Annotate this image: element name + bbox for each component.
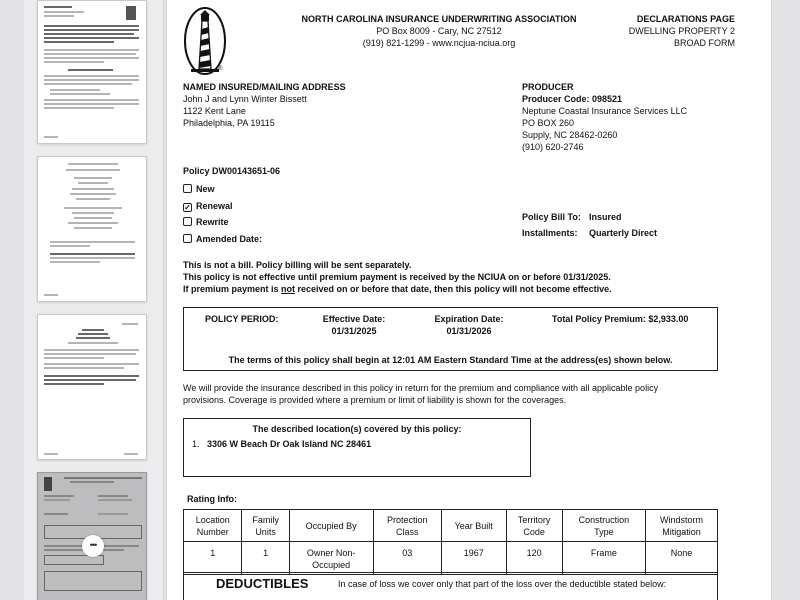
producer-heading: PRODUCER <box>522 82 574 92</box>
doc-subtitle-2: BROAD FORM <box>673 38 735 48</box>
value-cell: 1967 <box>441 542 506 575</box>
deductibles-title: DEDUCTIBLES <box>216 576 309 591</box>
insured-name: John J and Lynn Winter Bissett <box>183 94 307 104</box>
registered-mark: ® <box>218 66 223 72</box>
rating-header-row <box>184 510 718 542</box>
page-thumbnail-3[interactable] <box>37 314 147 460</box>
table-row <box>184 542 718 575</box>
value-cell: Frame <box>562 542 645 575</box>
org-contact: (919) 821-1299 - www.ncjua-nciua.org <box>362 38 516 48</box>
value-cell: None <box>645 542 717 575</box>
expiration-date-value: 01/31/2026 <box>446 326 492 336</box>
notice-text: If premium payment is <box>183 284 282 294</box>
page-thumbnail-2[interactable] <box>37 156 147 302</box>
bill-to-label: Policy Bill To: <box>522 212 581 222</box>
value-cell: 1 <box>184 542 242 575</box>
option-label: New <box>196 184 215 194</box>
notice-line-1: This is not a bill. Policy billing will be sent separately. <box>183 260 412 270</box>
policy-period-box <box>183 307 718 371</box>
producer-code: Producer Code: 098521 <box>522 94 623 104</box>
effective-date-value: 01/31/2025 <box>331 326 377 336</box>
page-thumbnail-sidebar <box>24 0 164 600</box>
value-cell: 03 <box>373 542 441 575</box>
more-options-icon[interactable]: ••• <box>82 535 104 557</box>
notice-emphasis: not <box>281 284 296 294</box>
expiration-date <box>419 313 519 337</box>
installments-value: Quarterly Direct <box>589 228 658 238</box>
renewal-checkbox: ✓ <box>184 202 191 212</box>
header-org-block <box>279 13 599 49</box>
effective-date <box>304 313 404 337</box>
header-cell: Occupied By <box>289 510 373 542</box>
location-heading: The described location(s) covered by this policy: <box>252 424 462 434</box>
producer-po-box: PO BOX 260 <box>522 118 575 128</box>
value-cell: 120 <box>506 542 562 575</box>
doc-title: DECLARATIONS PAGE <box>636 14 735 24</box>
value-cell: Owner Non- Occupied <box>289 542 373 575</box>
header-cell: Protection Class <box>373 510 441 542</box>
rewrite-checkbox <box>183 217 192 226</box>
option-renewal <box>183 198 262 215</box>
header-cell: Construction Type <box>562 510 645 542</box>
insured-street: 1122 Kent Lane <box>183 106 246 116</box>
provision-line-1: We will provide the insurance described in this policy in return for the premium and compliance with all applicable policy <box>183 383 659 393</box>
policy-terms: The terms of this policy shall begin at 12:01 AM Eastern Standard Time at the address(es) shown below. <box>228 355 673 365</box>
effective-date-label: Effective Date: <box>322 314 386 324</box>
option-new <box>183 181 262 198</box>
notice-text: received on or before that date, then this policy will not become effective. <box>295 284 612 294</box>
header-cell: Family Units <box>242 510 289 542</box>
option-rewrite <box>183 214 262 231</box>
header-cell: Territory Code <box>506 510 562 542</box>
option-label: Rewrite <box>196 217 229 227</box>
location-box <box>183 418 531 477</box>
doc-title-block <box>567 13 735 49</box>
org-name: NORTH CAROLINA INSURANCE UNDERWRITING ASSOCIATION <box>301 14 577 24</box>
doc-subtitle-1: DWELLING PROPERTY 2 <box>628 26 735 36</box>
producer-phone: (910) 620-2746 <box>522 142 584 152</box>
billing-notice <box>183 259 743 295</box>
expiration-date-label: Expiration Date: <box>434 314 504 324</box>
deductibles-box <box>183 572 718 600</box>
insured-heading: NAMED INSURED/MAILING ADDRESS <box>183 82 346 92</box>
insured-block <box>183 81 483 129</box>
option-label: Amended Date: <box>196 233 263 244</box>
page-thumbnail-1[interactable] <box>37 0 147 144</box>
header-cell: Location Number <box>184 510 242 542</box>
value-cell: 1 <box>242 542 289 575</box>
policy-type-options <box>183 181 262 247</box>
header-cell: Year Built <box>441 510 506 542</box>
policy-number: Policy DW00143651-06 <box>183 166 281 176</box>
rating-info-table <box>183 509 718 575</box>
header-cell: Windstorm Mitigation <box>645 510 717 542</box>
new-checkbox <box>183 184 192 193</box>
bill-to-value: Insured <box>589 212 622 222</box>
coverage-provision <box>183 382 743 406</box>
notice-line-3 <box>183 283 743 295</box>
producer-city: Supply, NC 28462-0260 <box>522 130 618 140</box>
document-page <box>166 0 772 600</box>
provision-line-2: provisions. Coverage is provided where a premium or limit of liability is shown for the coverages. <box>183 395 567 405</box>
deductibles-text: In case of loss we cover only that part of the loss over the deductible stated below: <box>338 579 667 589</box>
producer-block <box>522 81 752 153</box>
location-number: 1. <box>192 439 200 449</box>
producer-name: Neptune Coastal Insurance Services LLC <box>522 106 688 116</box>
option-label: Renewal <box>196 200 233 211</box>
page-thumbnail-4[interactable] <box>37 472 147 600</box>
policy-period-label: POLICY PERIOD: <box>205 314 279 324</box>
location-address: 3306 W Beach Dr Oak Island NC 28461 <box>207 439 372 449</box>
rating-info-label: Rating Info: <box>187 494 237 504</box>
installments-label: Installments: <box>522 228 578 238</box>
total-premium: Total Policy Premium: $2,933.00 <box>552 314 689 324</box>
option-amended <box>183 231 262 248</box>
insured-city: Philadelphia, PA 19115 <box>183 118 275 128</box>
amended-checkbox <box>183 234 192 243</box>
org-address: PO Box 8009 - Cary, NC 27512 <box>376 26 502 36</box>
notice-line-2: This policy is not effective until premium payment is received by the NCIUA on or before 01/31/2025. <box>183 272 611 282</box>
